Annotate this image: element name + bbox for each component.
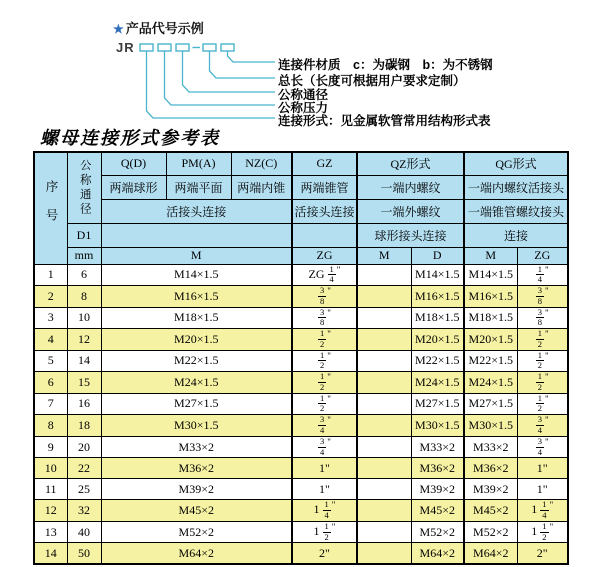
cell-qg-m: M22×1.5 — [464, 350, 517, 372]
cell-m: M39×2 — [101, 479, 292, 500]
cell-gz: $\frac{3}{8}$ " — [292, 307, 357, 329]
callout-label-diameter: 公称通径 — [278, 88, 329, 102]
cell-qz-m — [357, 479, 411, 500]
cell-qg-zg: 2" — [517, 543, 568, 564]
cell-m: M24×1.5 — [101, 372, 292, 394]
cell-qg-zg: $\frac{1}{2}$ " — [517, 393, 568, 415]
cell-m: M16×1.5 — [101, 286, 292, 308]
cell-qg-m: M18×1.5 — [464, 307, 517, 329]
cell-qz-d: M27×1.5 — [411, 393, 464, 415]
cell-mm: 50 — [67, 543, 101, 564]
header-d1: D1 — [67, 223, 101, 247]
table-header — [34, 152, 568, 264]
code-box-3 — [176, 44, 189, 51]
table-row — [34, 307, 568, 329]
cell-qz-m — [357, 458, 411, 479]
cell-qz-m — [357, 543, 411, 564]
header-unit-qz-d: D — [411, 247, 464, 264]
cell-qg-m: M33×2 — [464, 436, 517, 458]
cell-no: 8 — [34, 415, 67, 437]
cell-qg-m: M36×2 — [464, 458, 517, 479]
code-box-4 — [203, 44, 216, 51]
diagram-heading — [113, 18, 204, 37]
cell-no: 11 — [34, 479, 67, 500]
cell-m: M20×1.5 — [101, 329, 292, 351]
cell-qz-d: M22×1.5 — [411, 350, 464, 372]
cell-no: 4 — [34, 329, 67, 351]
fraction: $\frac{1}{2}$ — [537, 371, 543, 392]
table-row — [34, 543, 568, 564]
fraction: $\frac{1}{2}$ — [320, 328, 325, 349]
cell-qg-m: M14×1.5 — [464, 264, 517, 286]
cell-qz-d: M20×1.5 — [411, 329, 464, 351]
cell-qz-d: M36×2 — [411, 458, 464, 479]
cell-qz-d: M16×1.5 — [411, 286, 464, 308]
cell-no: 2 — [34, 286, 67, 308]
fraction: $\frac{1}{2}$ — [320, 371, 325, 392]
cell-gz: 2" — [292, 543, 357, 564]
table-body — [34, 264, 568, 564]
header-row4-qz: 球形接头连接 — [357, 223, 464, 247]
header-row3-qg: 一端锥管螺纹接头 — [464, 199, 568, 223]
diagram-heading-text: 产品代号示例 — [125, 21, 204, 36]
cell-no: 10 — [34, 458, 67, 479]
table-row — [34, 500, 568, 522]
cell-no: 7 — [34, 393, 67, 415]
cell-qg-m: M45×2 — [464, 500, 517, 522]
header-desc-nzc: 两端内锥 — [231, 175, 292, 199]
cell-gz: $\frac{1}{2}$ " — [292, 372, 357, 394]
fraction: $\frac{1}{2}$ — [537, 393, 543, 414]
cell-m: M14×1.5 — [101, 264, 292, 286]
cell-gz: 1 $\frac{1}{4}$ " — [292, 500, 357, 522]
fraction: $\frac{1}{2}$ — [542, 521, 547, 542]
fraction: $\frac{3}{4}$ — [537, 436, 543, 457]
cell-no: 3 — [34, 307, 67, 329]
callout-label-material: 连接件材质 c：为碳钢 b：为不锈钢 — [278, 58, 493, 72]
header-group-qz: QZ形式 — [357, 152, 464, 175]
cell-mm: 8 — [67, 286, 101, 308]
header-group-gz: GZ — [292, 152, 357, 175]
cell-qz-m — [357, 372, 411, 394]
fraction: $\frac{1}{4}$ — [542, 499, 547, 521]
cell-qz-d: M33×2 — [411, 436, 464, 458]
table-row — [34, 479, 568, 500]
cell-m: M45×2 — [101, 500, 292, 522]
callout-label-pressure: 公称压力 — [278, 101, 329, 115]
header-desc-qz: 一端内螺纹 — [357, 175, 464, 199]
fraction: $\frac{3}{4}$ — [537, 414, 543, 435]
header-desc-gz: 两端锥管 — [292, 175, 357, 199]
cell-qg-m: M30×1.5 — [464, 415, 517, 437]
cell-mm: 32 — [67, 500, 101, 522]
table-row — [34, 393, 568, 415]
table-row — [34, 350, 568, 372]
cell-gz: $\frac{3}{8}$ " — [292, 286, 357, 308]
fraction: $\frac{1}{2}$ — [324, 521, 329, 542]
table-row — [34, 521, 568, 543]
fraction: $\frac{3}{8}$ — [537, 285, 543, 306]
header-unit-zg: ZG — [292, 247, 357, 264]
cell-qz-d: M30×1.5 — [411, 415, 464, 437]
callout-line-form — [147, 51, 276, 118]
cell-m: M30×1.5 — [101, 415, 292, 437]
header-unit-qz-m: M — [357, 247, 411, 264]
table-row — [34, 264, 568, 286]
cell-qz-m — [357, 264, 411, 286]
cell-qg-zg: 1 $\frac{1}{2}$ " — [517, 521, 568, 543]
cell-no: 5 — [34, 350, 67, 372]
cell-qg-zg: $\frac{3}{8}$ " — [517, 307, 568, 329]
header-row3-qz: 一端外螺纹 — [357, 199, 464, 223]
table-row — [34, 286, 568, 308]
cell-qz-m — [357, 500, 411, 522]
table-row — [34, 415, 568, 437]
header-row4-qg: 连接 — [464, 223, 568, 247]
cell-gz: 1 $\frac{1}{2}$ " — [292, 521, 357, 543]
cell-mm: 14 — [67, 350, 101, 372]
cell-qz-m — [357, 415, 411, 437]
cell-qz-m — [357, 436, 411, 458]
cell-gz: $\frac{1}{2}$ " — [292, 350, 357, 372]
cell-qz-m — [357, 393, 411, 415]
cell-no: 6 — [34, 372, 67, 394]
cell-gz: $\frac{3}{4}$ " — [292, 415, 357, 437]
cell-qg-zg: $\frac{1}{2}$ " — [517, 372, 568, 394]
cell-no: 13 — [34, 521, 67, 543]
header-row3-gz: 活接头连接 — [292, 199, 357, 223]
cell-qg-zg: $\frac{1}{2}$ " — [517, 329, 568, 351]
header-row4-blank-left — [101, 223, 292, 247]
code-box-1 — [140, 44, 153, 51]
code-box-2 — [158, 44, 171, 51]
cell-no: 9 — [34, 436, 67, 458]
cell-m: M36×2 — [101, 458, 292, 479]
fraction: $\frac{3}{8}$ — [320, 307, 325, 328]
cell-qz-m — [357, 521, 411, 543]
cell-mm: 16 — [67, 393, 101, 415]
cell-qz-d: M52×2 — [411, 521, 464, 543]
callout-line-length — [210, 51, 276, 78]
fraction: $\frac{3}{8}$ — [537, 307, 543, 328]
fraction: $\frac{1}{4}$ — [329, 264, 334, 285]
callout-line-material — [228, 51, 276, 62]
header-desc-pma: 两端平面 — [166, 175, 231, 199]
fraction: $\frac{1}{2}$ — [537, 350, 543, 371]
cell-gz: $\frac{1}{2}$ " — [292, 393, 357, 415]
header-seq: 序号 — [34, 152, 67, 264]
cell-gz: 1" — [292, 458, 357, 479]
cell-mm: 6 — [67, 264, 101, 286]
cell-mm: 12 — [67, 329, 101, 351]
cell-qg-m: M64×2 — [464, 543, 517, 564]
header-unit-qg-zg: ZG — [517, 247, 568, 264]
table-row — [34, 436, 568, 458]
cell-qg-zg: $\frac{3}{4}$ " — [517, 415, 568, 437]
cell-qg-zg: $\frac{3}{4}$ " — [517, 436, 568, 458]
cell-mm: 22 — [67, 458, 101, 479]
cell-qz-d: M14×1.5 — [411, 264, 464, 286]
cell-qg-m: M24×1.5 — [464, 372, 517, 394]
star-icon: ★ — [113, 22, 124, 36]
cell-no: 14 — [34, 543, 67, 564]
cell-m: M52×2 — [101, 521, 292, 543]
header-desc-qd: 两端球形 — [101, 175, 166, 199]
fraction: $\frac{1}{4}$ — [324, 499, 329, 521]
cell-gz: $\frac{3}{4}$ " — [292, 436, 357, 458]
cell-mm: 20 — [67, 436, 101, 458]
cell-no: 1 — [34, 264, 67, 286]
cell-qz-d: M24×1.5 — [411, 372, 464, 394]
fraction: $\frac{1}{2}$ — [320, 350, 325, 371]
cell-m: M27×1.5 — [101, 393, 292, 415]
cell-mm: 25 — [67, 479, 101, 500]
header-row3-left: 活接头连接 — [101, 199, 292, 223]
header-row4-blank-gz — [292, 223, 357, 247]
cell-qz-d: M39×2 — [411, 479, 464, 500]
cell-m: M64×2 — [101, 543, 292, 564]
cell-gz: 1" — [292, 479, 357, 500]
cell-qg-m: M20×1.5 — [464, 329, 517, 351]
cell-mm: 10 — [67, 307, 101, 329]
cell-qz-d: M45×2 — [411, 500, 464, 522]
nut-connection-table — [33, 151, 569, 565]
cell-mm: 40 — [67, 521, 101, 543]
callout-label-form: 连接形式：见金属软管常用结构形式表 — [278, 114, 491, 128]
header-unit-m: M — [101, 247, 292, 264]
cell-m: M18×1.5 — [101, 307, 292, 329]
header-group-qd: Q(D) — [101, 152, 166, 175]
cell-qz-m — [357, 329, 411, 351]
header-desc-qg: 一端内螺纹活接头 — [464, 175, 568, 199]
cell-qg-m: M27×1.5 — [464, 393, 517, 415]
header-group-nzc: NZ(C) — [231, 152, 292, 175]
cell-gz: ZG $\frac{1}{4}$ " — [292, 264, 357, 286]
cell-qz-m — [357, 286, 411, 308]
cell-mm: 18 — [67, 415, 101, 437]
cell-qg-m: M39×2 — [464, 479, 517, 500]
header-unit-qg-m: M — [464, 247, 517, 264]
fraction: $\frac{1}{2}$ — [320, 393, 325, 414]
cell-qg-m: M16×1.5 — [464, 286, 517, 308]
header-diameter: 公称通径 — [67, 152, 101, 223]
header-group-pma: PM(A) — [166, 152, 231, 175]
fraction: $\frac{3}{4}$ — [320, 414, 325, 435]
cell-gz: $\frac{1}{2}$ " — [292, 329, 357, 351]
header-mm: mm — [67, 247, 101, 264]
table-row — [34, 458, 568, 479]
cell-qg-zg: $\frac{1}{2}$ " — [517, 350, 568, 372]
header-group-qg: QG形式 — [464, 152, 568, 175]
cell-qz-m — [357, 307, 411, 329]
cell-no: 12 — [34, 500, 67, 522]
cell-mm: 15 — [67, 372, 101, 394]
fraction: $\frac{1}{4}$ — [537, 264, 543, 285]
cell-qg-m: M52×2 — [464, 521, 517, 543]
cell-qg-zg: 1 $\frac{1}{4}$ " — [517, 500, 568, 522]
cell-qg-zg: $\frac{3}{8}$ " — [517, 286, 568, 308]
fraction: $\frac{3}{4}$ — [320, 436, 325, 457]
callout-label-length: 总长（长度可根据用户要求定制） — [278, 74, 466, 88]
table-row — [34, 372, 568, 394]
product-code-prefix: JR — [116, 40, 135, 55]
fraction: $\frac{3}{8}$ — [320, 285, 325, 306]
cell-m: M22×1.5 — [101, 350, 292, 372]
cell-m: M33×2 — [101, 436, 292, 458]
fraction: $\frac{1}{2}$ — [537, 328, 543, 349]
table-title: 螺母连接形式参考表 — [40, 128, 220, 148]
cell-qz-m — [357, 350, 411, 372]
code-box-5 — [221, 44, 234, 51]
cell-qz-d: M64×2 — [411, 543, 464, 564]
table-row — [34, 329, 568, 351]
cell-qg-zg: 1" — [517, 479, 568, 500]
cell-qz-d: M18×1.5 — [411, 307, 464, 329]
cell-qg-zg: $\frac{1}{4}$ " — [517, 264, 568, 286]
cell-qg-zg: 1" — [517, 458, 568, 479]
